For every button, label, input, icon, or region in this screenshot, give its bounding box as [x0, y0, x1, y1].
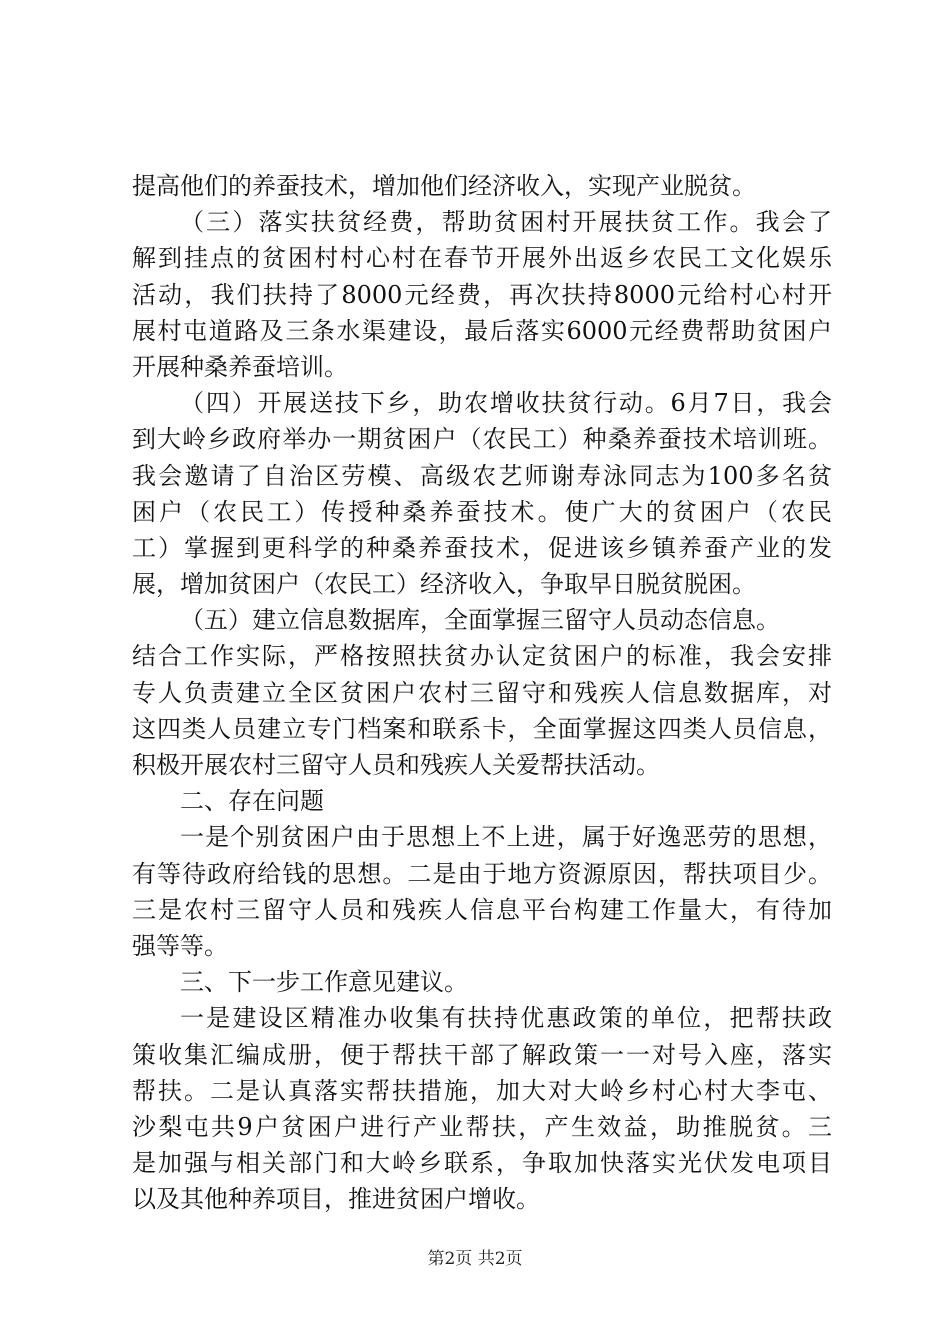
text-line: 这四类人员建立专门档案和联系卡，全面掌握这四类人员信息，: [132, 714, 832, 743]
text-line: （三）落实扶贫经费，帮助贫困村开展扶贫工作。我会了: [180, 208, 832, 237]
text-line: 展，增加贫困户（农民工）经济收入，争取早日脱贫脱困。: [132, 570, 756, 599]
text-line: 以及其他种养项目，推进贫困户增收。: [132, 1185, 540, 1214]
text-line: （五）建立信息数据库，全面掌握三留守人员动态信息。: [180, 606, 780, 635]
text-line: 提高他们的养蚕技术，增加他们经济收入，实现产业脱贫。: [132, 172, 756, 200]
section-heading: 三、下一步工作意见建议。: [180, 968, 468, 997]
text-line: 工）掌握到更科学的种桑养蚕技术，促进该乡镇养蚕产业的发: [132, 533, 832, 562]
text-line: 沙梨屯共9户贫困户进行产业帮扶，产生效益，助推脱贫。三: [132, 1112, 832, 1141]
text-line: 到大岭乡政府举办一期贫困户（农民工）种桑养蚕技术培训班。: [132, 425, 832, 454]
page-number: 第2页 共2页: [427, 1249, 523, 1269]
text-line: 积极开展农村三留守人员和残疾人关爱帮扶活动。: [132, 751, 660, 779]
text-line: 开展种桑养蚕培训。: [132, 352, 348, 381]
text-line: 一是个别贫困户由于思想上不上进，属于好逸恶劳的思想，: [180, 823, 832, 852]
text-line: 一是建设区精准办收集有扶持优惠政策的单位，把帮扶政: [180, 1004, 832, 1033]
text-line: 专人负责建立全区贫困户农村三留守和残疾人信息数据库，对: [132, 678, 832, 707]
text-line: 三是农村三留守人员和残疾人信息平台构建工作量大，有待加: [132, 895, 832, 924]
text-line: 策收集汇编成册，便于帮扶干部了解政策一一对号入座，落实: [132, 1040, 832, 1069]
text-line: 我会邀请了自治区劳模、高级农艺师谢寿泳同志为100多名贫: [132, 461, 832, 490]
text-line: （四）开展送技下乡，助农增收扶贫行动。6月7日，我会: [180, 389, 832, 418]
section-heading: 二、存在问题: [180, 787, 324, 816]
page-footer: [0, 1244, 950, 1269]
text-line: 强等等。: [132, 931, 228, 960]
text-line: 展村屯道路及三条水渠建设，最后落实6000元经费帮助贫困户: [132, 316, 832, 345]
text-line: 是加强与相关部门和大岭乡联系，争取加快落实光伏发电项目: [132, 1149, 832, 1178]
text-line: 解到挂点的贫困村村心村在春节开展外出返乡农民工文化娱乐: [132, 244, 832, 273]
text-line: 活动，我们扶持了8000元经费，再次扶持8000元给村心村开: [132, 280, 832, 309]
text-line: 困户（农民工）传授种桑养蚕技术。使广大的贫困户（农民: [132, 497, 832, 526]
text-line: 帮扶。二是认真落实帮扶措施，加大对大岭乡村心村大李屯、: [132, 1076, 832, 1105]
text-line: 有等待政府给钱的思想。二是由于地方资源原因，帮扶项目少。: [132, 859, 832, 888]
text-line: 结合工作实际，严格按照扶贫办认定贫困户的标准，我会安排: [132, 642, 832, 671]
body-text: [132, 168, 832, 1217]
